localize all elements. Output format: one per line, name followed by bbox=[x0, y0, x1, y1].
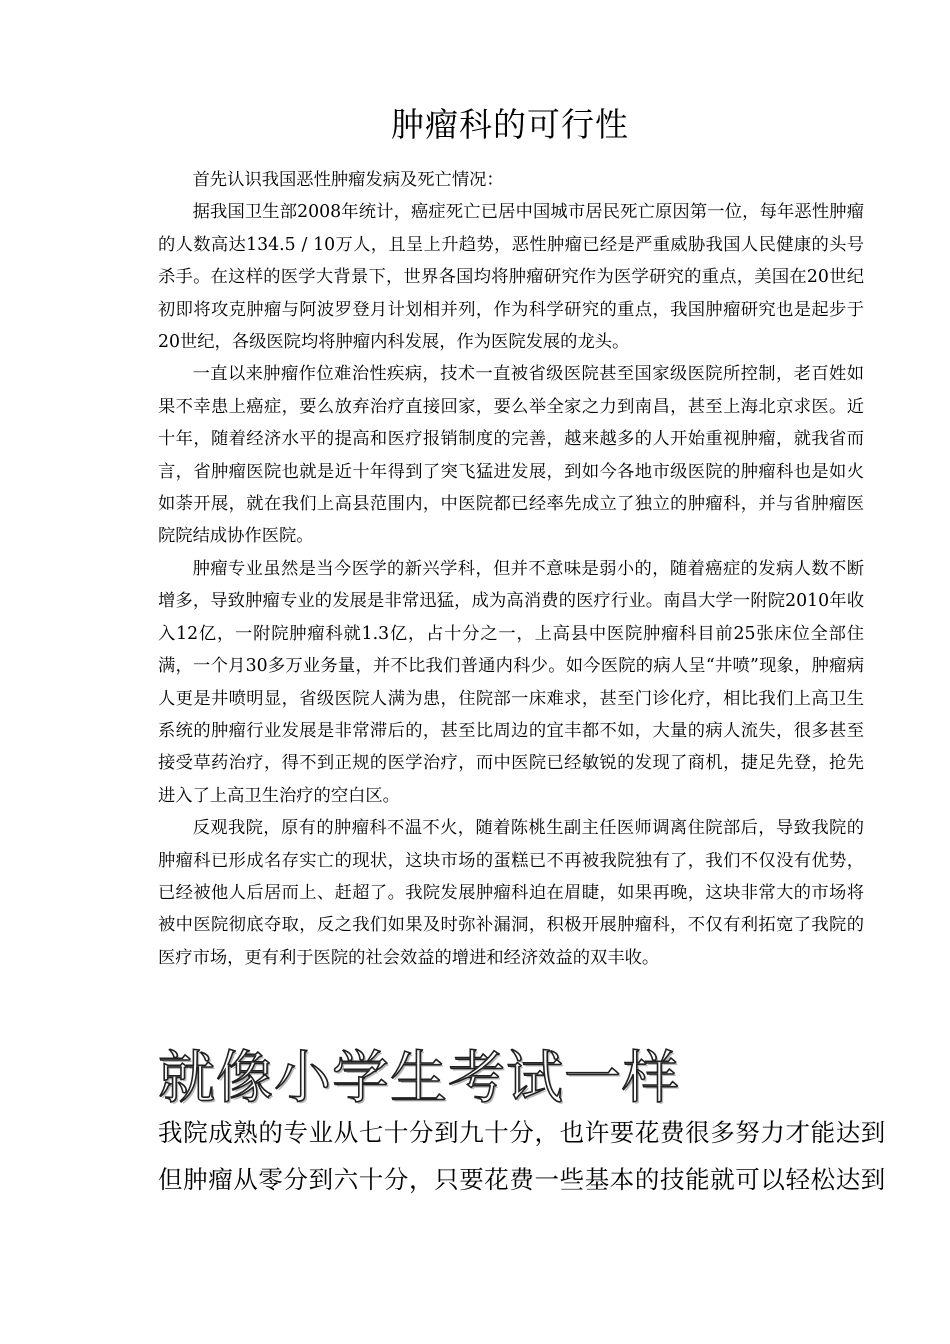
wordart-heading: 就像小学生考试一样 bbox=[158, 1045, 680, 1111]
paragraph-history: 一直以来肿瘤作位难治性疾病，技术一直被省级医院甚至国家级医院所控制，老百姓如果不幸患上癌症，要么放弃治疗直接回家，要么举全家之力到南昌，甚至上海北京求医。近十年，随着经济水平的提高和医疗报销制度的完善，越来越多的人开始重视肿瘤，就我省而言，省肿瘤医院也就是近十年得到了突飞猛进发展，到如今各地市级医院的肿瘤科也是如火如荼开展，就在我们上高县范围内，中医院都已经率先成立了独立的肿瘤科，并与省肿瘤医院院结成协作医院。 bbox=[158, 364, 864, 547]
paragraph-intro: 首先认识我国恶性肿瘤发病及死亡情况： bbox=[192, 170, 504, 190]
comparison-line-1: 我院成熟的专业从七十分到九十分，也许要花费很多努力才能达到 bbox=[158, 1118, 886, 1147]
comparison-line-2: 但肿瘤从零分到六十分，只要花费一些基本的技能就可以轻松达到 bbox=[158, 1165, 886, 1194]
paragraph-statistics: 据我国卫生部2008年统计，癌症死亡已居中国城市居民死亡原因第一位，每年恶性肿瘤的人数高达134.5 / 10万人，且呈上升趋势，恶性肿瘤已经是严重威胁我国人民健康的头号杀手。在这样的医学大背景下，世界各国均将肿瘤研究作为医学研究的重点，美国在20世纪初即将攻克肿瘤与阿波罗登月计划相并列，作为科学研究的重点，我国肿瘤研究也是起步于20世纪，各级医院均将肿瘤内科发展，作为医院发展的龙头。 bbox=[158, 202, 864, 353]
paragraph-market: 肿瘤专业虽然是当今医学的新兴学科，但并不意味是弱小的，随着癌症的发病人数不断增多，导致肿瘤专业的发展是非常迅猛，成为高消费的医疗行业。南昌大学一附院2010年收入12亿，一附院肿瘤科就1.3亿，占十分之一，上高县中医院肿瘤科目前25张床位全部住满，一个月30多万业务量，并不比我们普通内科少。如今医院的病人呈“井喷”现象，肿瘤病人更是井喷明显，省级医院人满为患，住院部一床难求，甚至门诊化疗，相比我们上高卫生系统的肿瘤行业发展是非常滞后的，甚至比周边的宜丰都不如，大量的病人流失，很多甚至接受草药治疗，得不到正规的医学治疗，而中医院已经敏锐的发现了商机，捷足先登，抢先进入了上高卫生治疗的空白区。 bbox=[158, 558, 864, 806]
document-title: 肿瘤科的可行性 bbox=[391, 105, 629, 144]
document-body bbox=[158, 164, 864, 974]
paragraph-our-hospital: 反观我院，原有的肿瘤科不温不火，随着陈桃生副主任医师调离住院部后，导致我院的肿瘤科已形成名存实亡的现状，这块市场的蛋糕已不再被我院独有了，我们不仅没有优势，已经被他人后居而上、赶超了。我院发展肿瘤科迫在眉睫，如果再晚，这块非常大的市场将被中医院彻底夺取，反之我们如果及时弥补漏洞，积极开展肿瘤科，不仅有利拓宽了我院的医疗市场，更有利于医院的社会效益的增进和经济效益的双丰收。 bbox=[158, 818, 864, 968]
